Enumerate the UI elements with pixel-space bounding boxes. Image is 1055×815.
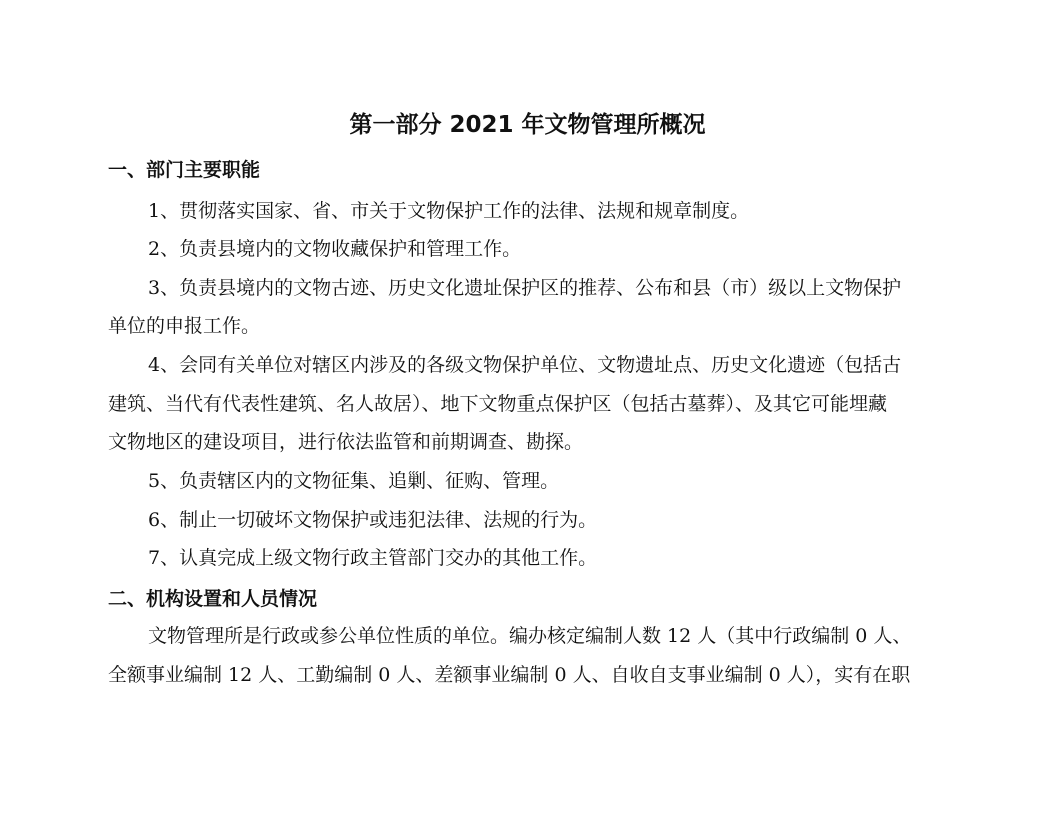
page-title: 第一部分 2021 年文物管理所概况 [349, 112, 706, 138]
staffing-paragraph-line-1: 文物管理所是行政或参公单位性质的单位。编办核定编制人数 12 人（其中行政编制 0 人、 [148, 625, 912, 647]
section-heading-organization: 二、机构设置和人员情况 [108, 588, 318, 610]
function-item-5: 5、负责辖区内的文物征集、追剿、征购、管理。 [148, 470, 560, 492]
section-heading-functions: 一、部门主要职能 [108, 159, 261, 181]
function-item-4-cont-1: 建筑、当代有代表性建筑、名人故居）、地下文物重点保护区（包括古墓葬）、及其它可能埋藏 [108, 393, 888, 415]
function-item-3-cont: 单位的申报工作。 [108, 315, 261, 337]
function-item-7: 7、认真完成上级文物行政主管部门交办的其他工作。 [148, 547, 598, 569]
function-item-6: 6、制止一切破坏文物保护或违犯法律、法规的行为。 [148, 509, 598, 531]
function-item-3: 3、负责县境内的文物古迹、历史文化遗址保护区的推荐、公布和县（市）级以上文物保护 [148, 277, 902, 299]
function-item-1: 1、贯彻落实国家、省、市关于文物保护工作的法律、法规和规章制度。 [148, 200, 750, 222]
staffing-paragraph-line-2: 全额事业编制 12 人、工勤编制 0 人、差额事业编制 0 人、自收自支事业编制 0 人），实有在职 [108, 664, 911, 686]
function-item-4: 4、会同有关单位对辖区内涉及的各级文物保护单位、文物遗址点、历史文化遗迹（包括古 [148, 354, 902, 376]
function-item-4-cont-2: 文物地区的建设项目，进行依法监管和前期调查、勘探。 [108, 431, 584, 453]
function-item-2: 2、负责县境内的文物收藏保护和管理工作。 [148, 238, 522, 260]
